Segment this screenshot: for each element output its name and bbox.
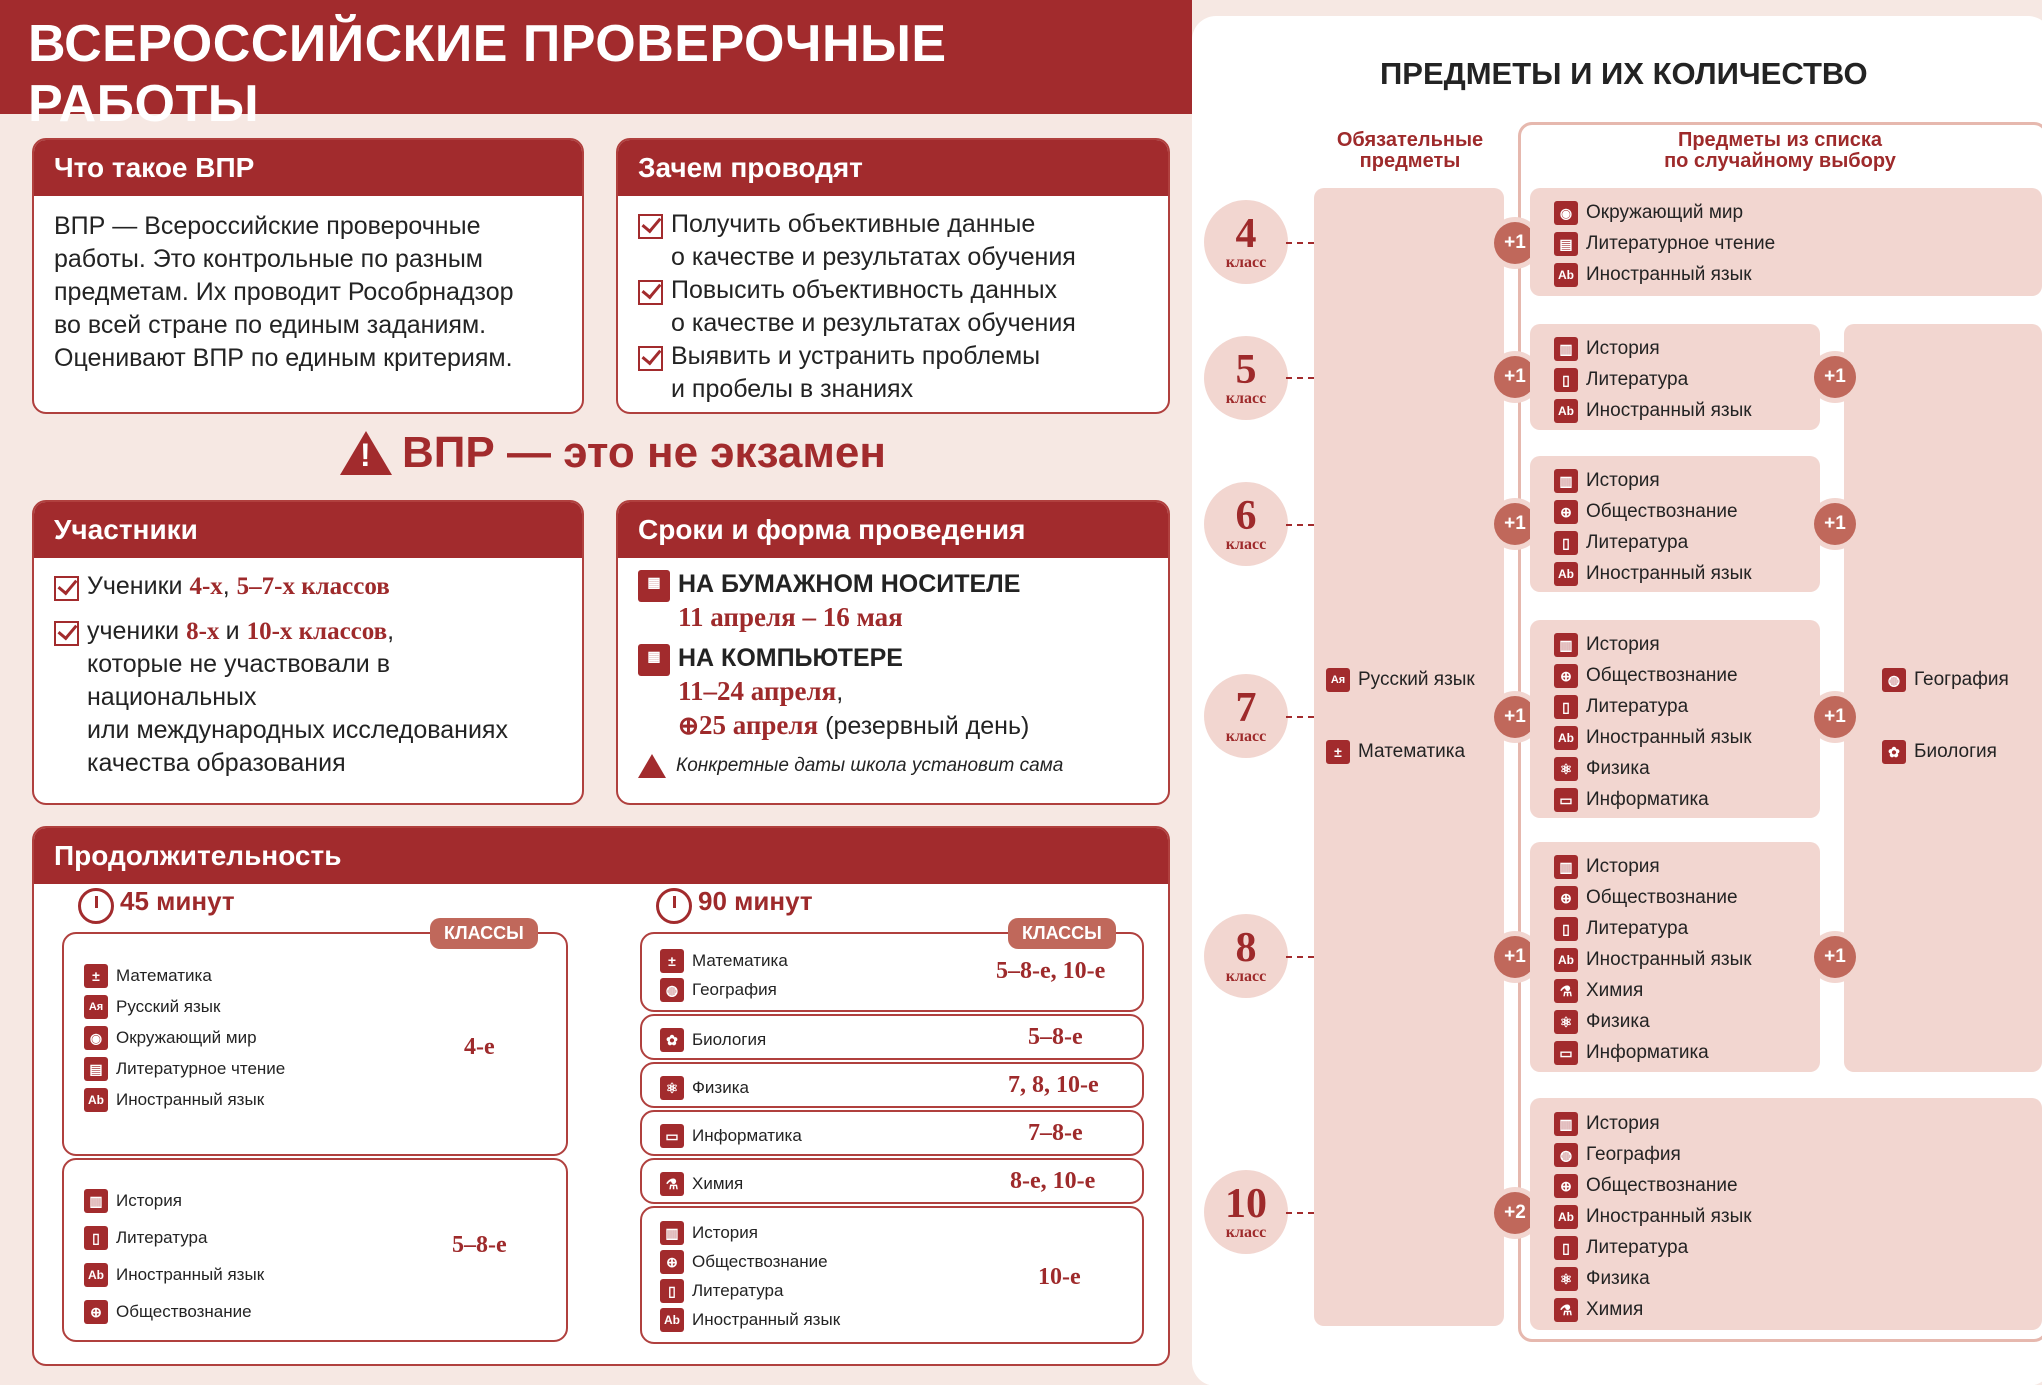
time-90: 90 минут <box>656 886 813 924</box>
history-icon: ▥ <box>660 1221 684 1245</box>
group-45-2: ▥ История ▯ Литература Ab Иностранный язык ⊕ Обществознание 5–8-е <box>62 1158 568 1342</box>
reading-icon: ▤ <box>1554 232 1578 256</box>
literature-icon: ▯ <box>84 1226 108 1250</box>
math-icon: ± <box>1326 740 1350 764</box>
plus-badge: +1 <box>1494 356 1536 398</box>
grade-5-circle: 5 класс <box>1204 336 1288 420</box>
grade-4-list: ◉ Окружающий мир ▤ Литературное чтение Ab Иностранный язык <box>1554 197 1775 290</box>
world-icon: ◉ <box>84 1026 108 1050</box>
connector <box>1286 716 1314 718</box>
literature-icon: ▯ <box>1554 368 1578 392</box>
clock-icon <box>78 888 114 924</box>
why-text: о качестве и результатах обучения <box>671 309 1076 337</box>
plus-badge: +1 <box>1494 696 1536 738</box>
subjects-title: ПРЕДМЕТЫ И ИХ КОЛИЧЕСТВО <box>1380 56 1868 91</box>
why-text: и пробелы в знаниях <box>671 375 914 403</box>
chemistry-icon: ⚗ <box>1554 979 1578 1003</box>
calendar-icon: ▦ <box>638 644 670 676</box>
what-line: Оценивают ВПР по единым критериям. <box>54 344 513 372</box>
society-icon: ⊕ <box>1554 664 1578 688</box>
geography-icon: ◍ <box>1554 1143 1578 1167</box>
geography-icon: ◍ <box>660 978 684 1002</box>
math-icon: ± <box>84 964 108 988</box>
group-90-4: ▭ Информатика 7–8-е <box>640 1110 1144 1156</box>
random-title: Предметы из списка по случайному выбору <box>1664 129 1896 172</box>
grade-10-circle: 10 класс <box>1204 1170 1288 1254</box>
warning-icon <box>638 754 666 778</box>
participants-card <box>32 500 584 805</box>
grade-8-list: ▥ История ⊕ Обществознание ▯ Литература Ab Иностранный язык ⚗ Химия ⚛ Физика ▭ Информатика <box>1554 851 1752 1068</box>
language-icon: Ab <box>1554 726 1578 750</box>
classes-badge: КЛАССЫ <box>430 918 538 949</box>
language-icon: Ab <box>660 1308 684 1332</box>
physics-icon: ⚛ <box>660 1076 684 1100</box>
connector <box>1286 524 1314 526</box>
why-card <box>616 138 1170 414</box>
group-45-1: ± Математика Ая Русский язык ◉ Окружающий мир ▤ Литературное чтение Ab Иностранный язык 4-е <box>62 932 568 1156</box>
plus-badge: +1 <box>1494 936 1536 978</box>
group-90-2: ✿ Биология 5–8-е <box>640 1014 1144 1060</box>
not-exam-warning <box>340 428 886 478</box>
grade-7-circle: 7 класс <box>1204 674 1288 758</box>
math-icon: ± <box>660 949 684 973</box>
time-45: 45 минут <box>78 886 235 924</box>
why-title: Зачем проводят <box>618 140 1168 196</box>
geography-icon: ◍ <box>1882 668 1906 692</box>
connector <box>1286 956 1314 958</box>
dates-body: ▦ НА БУМАЖНОМ НОСИТЕЛЕ 11 апреля – 16 мая ▦ НА КОМПЬЮТЕРЕ 11–24 апреля, ⊕25 апреля (резервный день) Конкретные даты школа установит сама <box>618 558 1168 794</box>
society-icon: ⊕ <box>660 1250 684 1274</box>
informatics-icon: ▭ <box>1554 788 1578 812</box>
plus-badge: +1 <box>1814 503 1856 545</box>
plus-badge: +2 <box>1494 1192 1536 1234</box>
participants-item: Ученики 4-х, 5–7-х классов <box>54 570 562 603</box>
connector <box>1286 242 1314 244</box>
informatics-icon: ▭ <box>1554 1041 1578 1065</box>
group-90-6: ▥ История ⊕ Обществознание ▯ Литература Ab Иностранный язык 10-е <box>640 1206 1144 1344</box>
language-icon: Ab <box>1554 562 1578 586</box>
chemistry-icon: ⚗ <box>660 1172 684 1196</box>
why-text: о качестве и результатах обучения <box>671 243 1076 271</box>
history-icon: ▥ <box>1554 633 1578 657</box>
participants-body <box>34 558 582 792</box>
history-icon: ▥ <box>1554 469 1578 493</box>
checkbox-icon <box>638 214 663 239</box>
connector <box>1286 1212 1314 1214</box>
classes-value: 5–8-е <box>452 1232 507 1258</box>
why-text: Получить объективные данные <box>671 210 1036 238</box>
history-icon: ▥ <box>1554 337 1578 361</box>
group-90-3: ⚛ Физика 7, 8, 10-е <box>640 1062 1144 1108</box>
clock-icon <box>656 888 692 924</box>
society-icon: ⊕ <box>1554 886 1578 910</box>
grade-7-list: ▥ История ⊕ Обществознание ▯ Литература Ab Иностранный язык ⚛ Физика ▭ Информатика <box>1554 629 1752 815</box>
language-icon: Ab <box>84 1263 108 1287</box>
what-body <box>34 196 582 387</box>
classes-value: 4-е <box>464 1034 495 1060</box>
checkbox-icon <box>638 346 663 371</box>
group-90-5: ⚗ Химия 8-е, 10-е <box>640 1158 1144 1204</box>
what-line: ВПР — Всероссийские проверочные <box>54 212 481 240</box>
grade-6-list: ▥ История ⊕ Обществознание ▯ Литература Ab Иностранный язык <box>1554 465 1752 589</box>
dates-card <box>616 500 1170 805</box>
history-icon: ▥ <box>1554 1112 1578 1136</box>
literature-icon: ▯ <box>1554 917 1578 941</box>
header-bar <box>0 0 1192 133</box>
why-item <box>638 340 1148 406</box>
checkbox-icon <box>638 280 663 305</box>
grade-5-list: ▥ История ▯ Литература Ab Иностранный язык <box>1554 333 1752 426</box>
group-90-1: ± Математика ◍ География 5–8-е, 10-е <box>640 932 1144 1012</box>
history-icon: ▥ <box>1554 855 1578 879</box>
plus-badge: +1 <box>1814 696 1856 738</box>
why-text: Выявить и устранить проблемы <box>671 342 1041 370</box>
participants-item: ученики 8-х и 10-х классов, которые не участвовали в национальных или международных исследованиях качества образования <box>54 615 562 780</box>
literature-icon: ▯ <box>1554 695 1578 719</box>
world-icon: ◉ <box>1554 201 1578 225</box>
mandatory-title: Обязательные предметы <box>1336 129 1484 172</box>
reading-icon: ▤ <box>84 1057 108 1081</box>
why-item <box>638 208 1148 274</box>
checkbox-icon <box>54 576 79 601</box>
extra-list: ◍ География ✿ Биология <box>1882 662 2009 770</box>
informatics-icon: ▭ <box>660 1124 684 1148</box>
plus-badge: +1 <box>1494 503 1536 545</box>
biology-icon: ✿ <box>660 1028 684 1052</box>
society-icon: ⊕ <box>1554 500 1578 524</box>
why-item <box>638 274 1148 340</box>
russian-icon: Ая <box>84 995 108 1019</box>
history-icon: ▥ <box>84 1189 108 1213</box>
what-title: Что такое ВПР <box>34 140 582 196</box>
calendar-icon: ▦ <box>638 570 670 602</box>
language-icon: Ab <box>84 1088 108 1112</box>
russian-icon: Ая <box>1326 668 1350 692</box>
literature-icon: ▯ <box>660 1279 684 1303</box>
language-icon: Ab <box>1554 948 1578 972</box>
what-line: работы. Это контрольные по разным <box>54 245 483 273</box>
participants-title: Участники <box>34 502 582 558</box>
dates-title: Сроки и форма проведения <box>618 502 1168 558</box>
what-line: предметам. Их проводит Рособрнадзор <box>54 278 514 306</box>
grade-10-list: ▥ История ◍ География ⊕ Обществознание Ab Иностранный язык ▯ Литература ⚛ Физика ⚗ Химия <box>1554 1108 1752 1325</box>
why-text: Повысить объективность данных <box>671 276 1058 304</box>
plus-icon: ⊕ <box>678 712 699 740</box>
biology-icon: ✿ <box>1882 740 1906 764</box>
society-icon: ⊕ <box>1554 1174 1578 1198</box>
physics-icon: ⚛ <box>1554 1267 1578 1291</box>
language-icon: Ab <box>1554 399 1578 423</box>
language-icon: Ab <box>1554 1205 1578 1229</box>
what-card <box>32 138 584 414</box>
classes-badge: КЛАССЫ <box>1008 918 1116 949</box>
plus-badge: +1 <box>1814 936 1856 978</box>
duration-title: Продолжительность <box>34 828 1168 884</box>
grade-4-circle: 4 класс <box>1204 200 1288 284</box>
what-line: во всей стране по единым заданиям. <box>54 311 487 339</box>
physics-icon: ⚛ <box>1554 1010 1578 1034</box>
grade-8-circle: 8 класс <box>1204 914 1288 998</box>
checkbox-icon <box>54 621 79 646</box>
mandatory-list: Ая Русский язык ± Математика <box>1326 662 1475 770</box>
language-icon: Ab <box>1554 263 1578 287</box>
plus-badge: +1 <box>1814 356 1856 398</box>
literature-icon: ▯ <box>1554 531 1578 555</box>
warning-icon: ! <box>340 431 392 475</box>
connector <box>1286 377 1314 379</box>
literature-icon: ▯ <box>1554 1236 1578 1260</box>
grade-6-circle: 6 класс <box>1204 482 1288 566</box>
chemistry-icon: ⚗ <box>1554 1298 1578 1322</box>
warning-text: ВПР — это не экзамен <box>402 428 886 477</box>
physics-icon: ⚛ <box>1554 757 1578 781</box>
society-icon: ⊕ <box>84 1300 108 1324</box>
page-title: ВСЕРОССИЙСКИЕ ПРОВЕРОЧНЫЕ РАБОТЫ <box>28 15 947 133</box>
plus-badge: +1 <box>1494 222 1536 264</box>
why-body <box>618 196 1168 414</box>
